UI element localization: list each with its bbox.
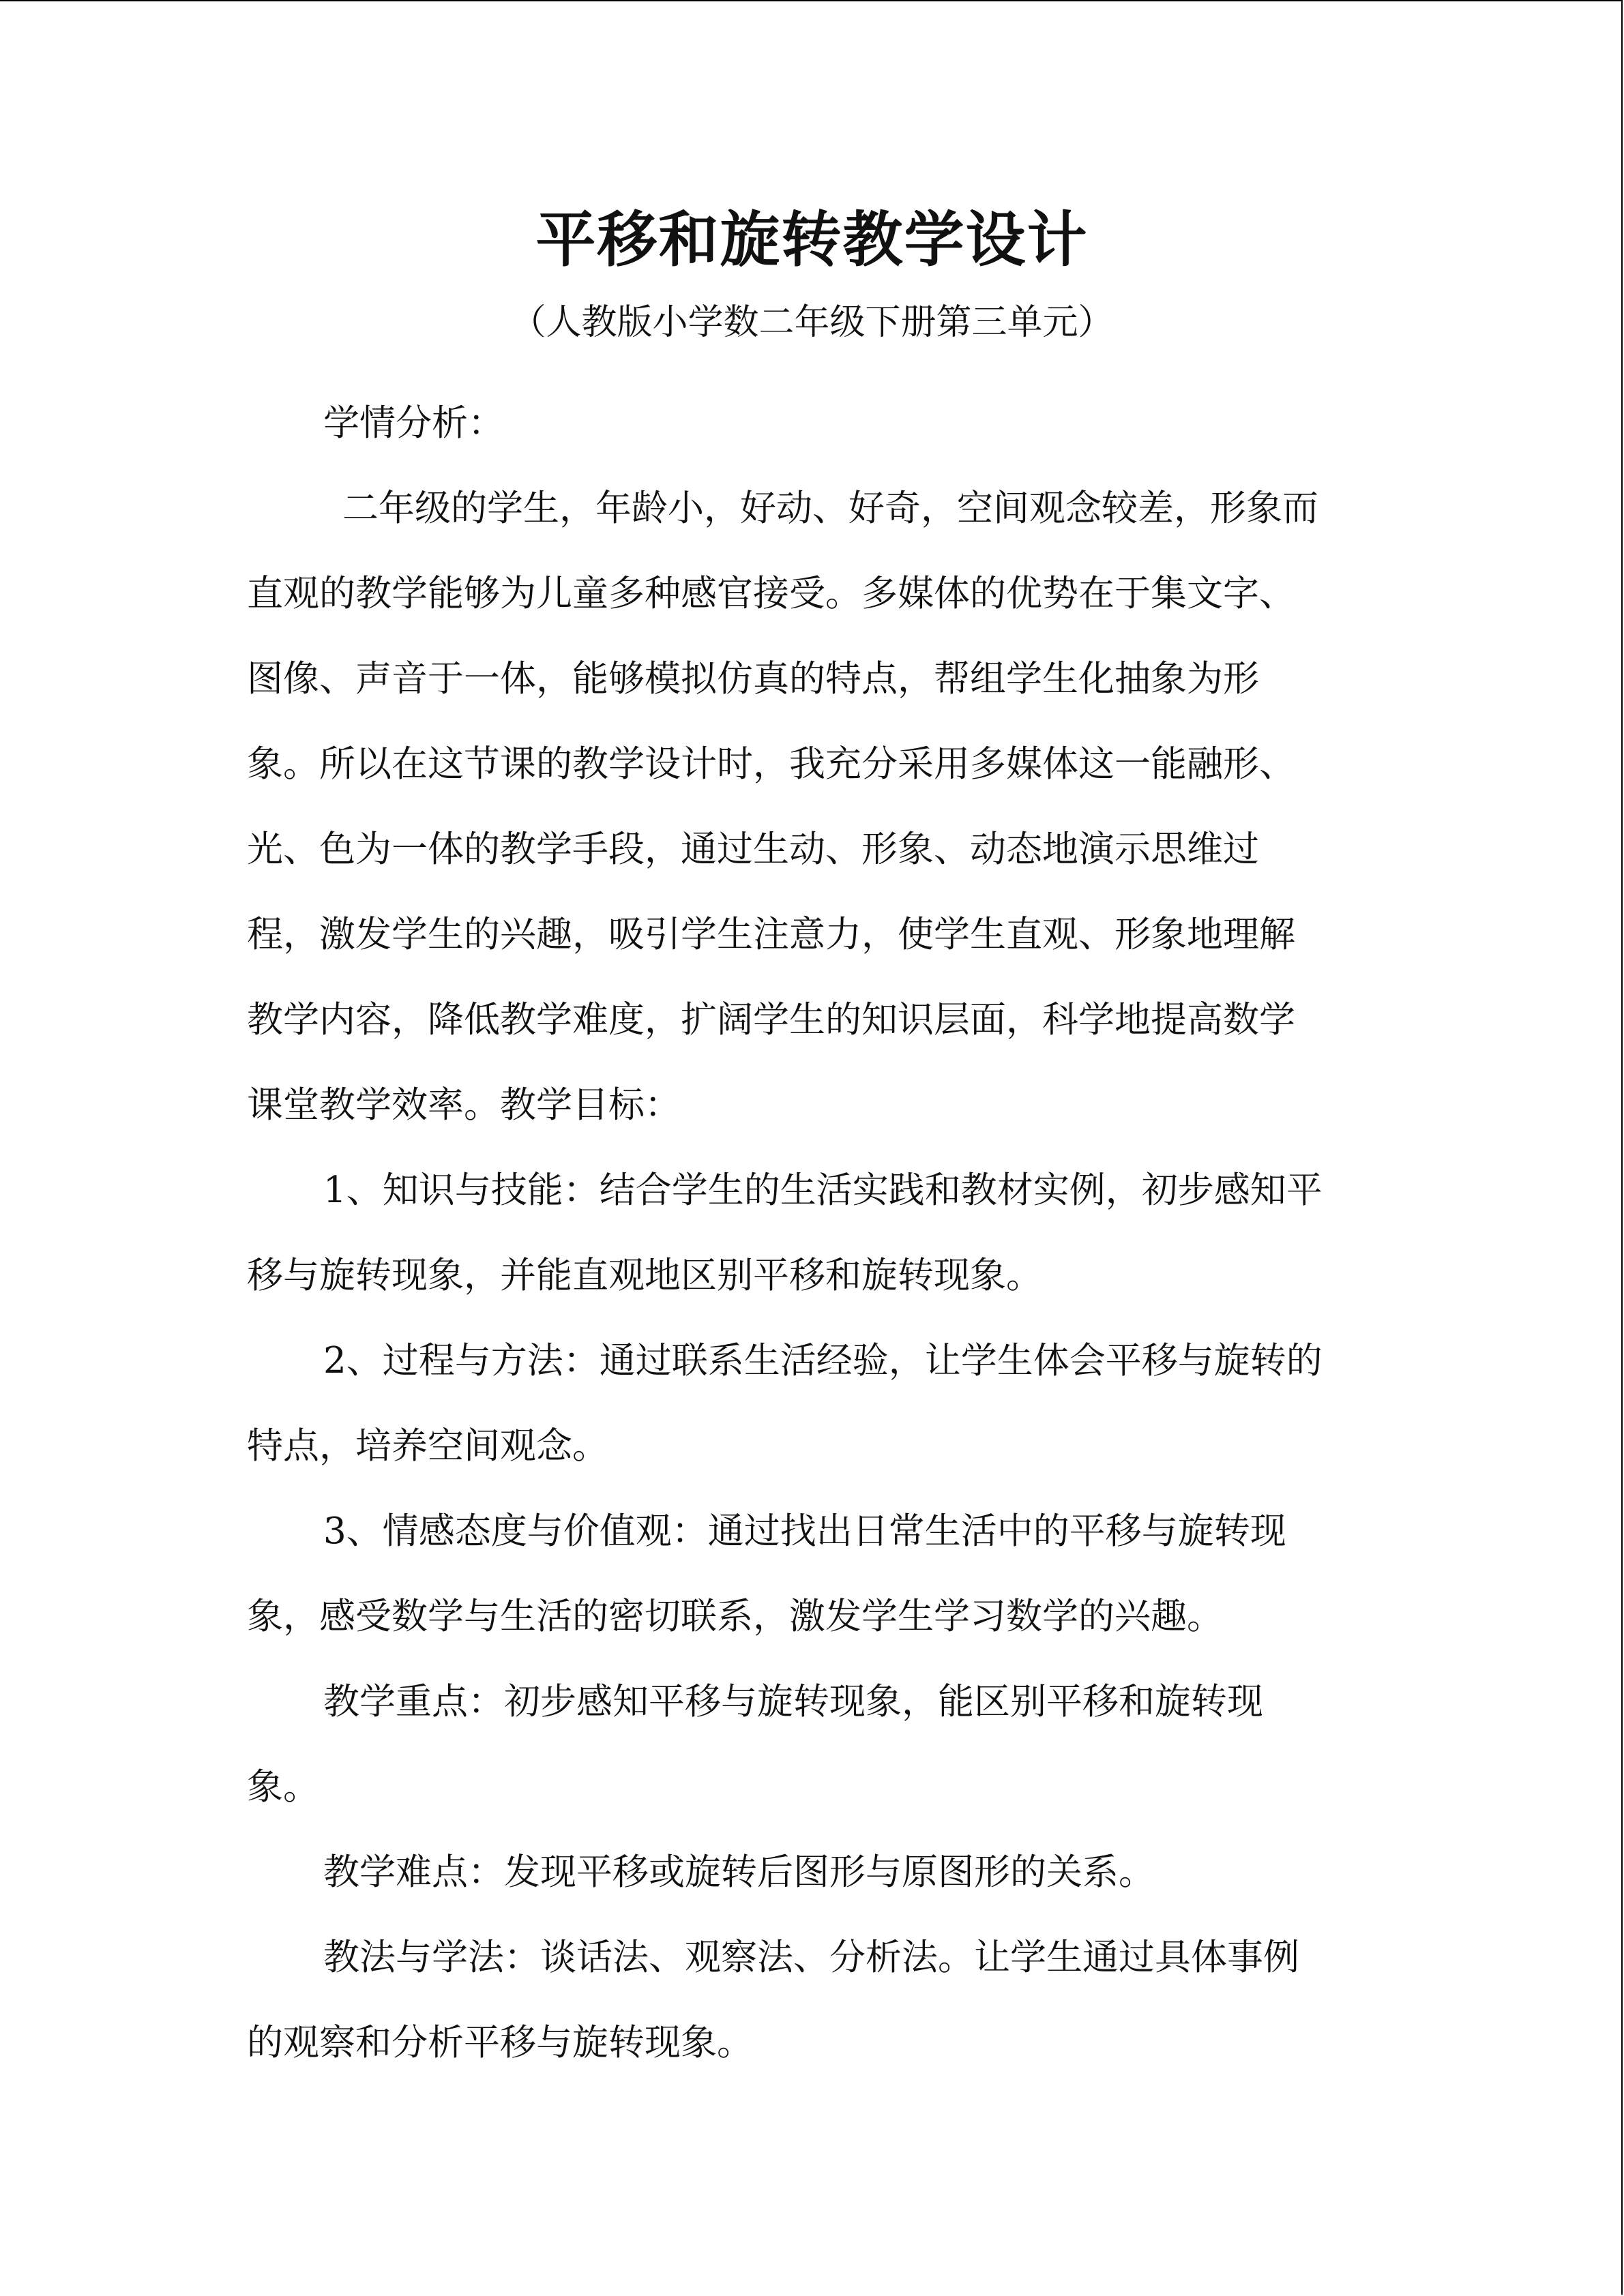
paragraph-line: 象，感受数学与生活的密切联系，激发学生学习数学的兴趣。	[247, 1596, 1223, 1637]
goal-item-1: 1、知识与技能：结合学生的生活实践和教材实例，初步感知平	[323, 1169, 1323, 1211]
teaching-key-point: 教学重点：初步感知平移与旋转现象，能区别平移和旋转现	[323, 1681, 1263, 1723]
paragraph-line: 二年级的学生，年龄小，好动、好奇，空间观念较差，形象而	[342, 488, 1318, 529]
document-body	[247, 381, 1379, 2085]
goal-item-3: 3、情感态度与价值观：通过找出日常生活中的平移与旋转现	[323, 1510, 1286, 1552]
teaching-methods: 教法与学法：谈话法、观察法、分析法。让学生通过具体事例	[323, 1937, 1299, 1978]
teaching-difficulty: 教学难点：发现平移或旋转后图形与原图形的关系。	[323, 1851, 1155, 1893]
paragraph-line: 象。	[247, 1766, 319, 1808]
page-subtitle: （人教版小学数二年级下册第三单元）	[510, 302, 1114, 343]
paragraph-line: 程，激发学生的兴趣，吸引学生注意力，使学生直观、形象地理解	[247, 914, 1295, 955]
paragraph-line: 特点，培养空间观念。	[247, 1425, 608, 1467]
paragraph-line: 移与旋转现象，并能直观地区别平移和旋转现象。	[247, 1255, 1042, 1296]
goal-item-2: 2、过程与方法：通过联系生活经验，让学生体会平移与旋转的	[323, 1340, 1323, 1382]
paragraph-line: 象。所以在这节课的教学设计时，我充分采用多媒体这一能融形、	[247, 743, 1295, 785]
page-title: 平移和旋转教学设计	[535, 205, 1089, 275]
paragraph-line: 课堂教学效率。教学目标：	[247, 1084, 681, 1126]
paragraph-line: 的观察和分析平移与旋转现象。	[247, 2022, 753, 2063]
paragraph-line: 图像、声音于一体，能够模拟仿真的特点，帮组学生化抽象为形	[247, 658, 1259, 700]
paragraph-line: 教学内容，降低教学难度，扩阔学生的知识层面，科学地提高数学	[247, 999, 1295, 1041]
paragraph-line: 光、色为一体的教学手段，通过生动、形象、动态地演示思维过	[247, 829, 1259, 870]
section-heading-learning-analysis: 学情分析：	[323, 402, 504, 444]
paragraph-line: 直观的教学能够为儿童多种感官接受。多媒体的优势在于集文字、	[247, 573, 1295, 614]
